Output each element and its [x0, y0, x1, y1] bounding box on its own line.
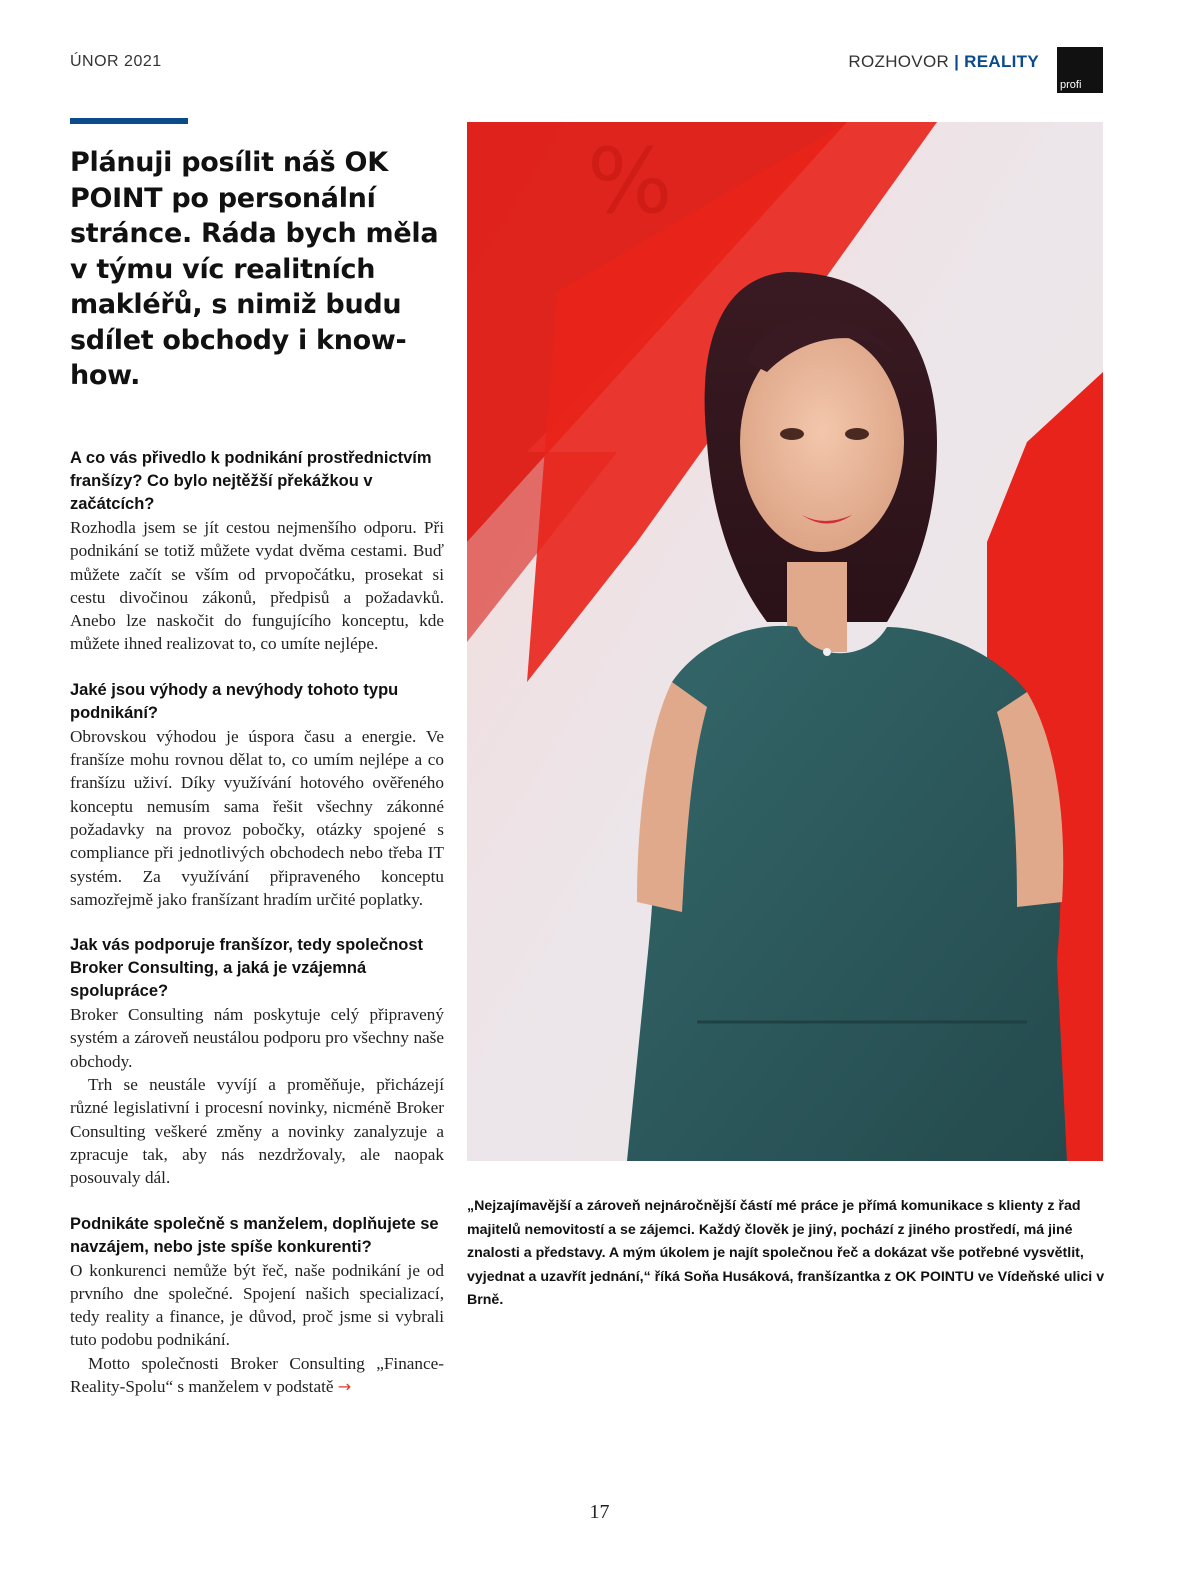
page-number: 17	[589, 1501, 610, 1523]
question-3: Jak vás podporuje franšízor, tedy společnost Broker Consulting, a jaká je vzájemná spolupráce?	[70, 936, 424, 1001]
answer-2: Obrovskou výhodou je úspora času a energie. Ve franšíze mohu rovnou dělat to, co umím nejlépe a co franšízu uživí. Díky využívání hotového ověřeného konceptu nemusím sama řešit všechny zákonné požadavky na provoz pobočky, otázky spojené s compliance při jednotlivých obchodech nebo třeba IT systém. Za využívání připraveného konceptu samozřejmě jako franšízant hradím určité poplatky.	[70, 726, 444, 909]
pull-quote-headline: Plánuji posílit náš OK POINT po personální stránce. Ráda bych měla v týmu víc realitních makléřů, s nimiž budu sdílet obchody i know-how.	[70, 147, 439, 391]
answer-4b	[70, 1352, 444, 1399]
answer-3a: Broker Consulting nám poskytuje celý připravený systém a zároveň neustálou podporu pro všechny naše obchody.	[70, 1005, 444, 1071]
left-eye	[780, 428, 804, 440]
answer-4a: O konkurenci nemůže být řeč, naše podnikání je od prvního dne společné. Spojení našich specializací, tedy reality a finance, je důvod, proč jsme si vybrali tuto podobu podnikání.	[70, 1260, 444, 1350]
section-prefix: ROZHOVOR	[848, 52, 950, 71]
section-separator: |	[954, 52, 960, 71]
interview-column	[70, 447, 444, 1398]
photo-caption: „Nejzajímavější a zároveň nejnáročnější částí mé práce je přímá komunikace s klienty z řad majitelů nemovitostí a se zájemci. Každý člověk je jiný, pochází z jiného prostředí, má jiné znalosti a představy. A mým úkolem je najít společnou řeč a dokázat vše potřebné vysvětlit, vyjednat a uzavřít jednání,“ říká Soňa Husáková, franšízantka z OK POINTU ve Vídeňské ulici v Brně.	[467, 1198, 1105, 1308]
section-label	[848, 52, 1039, 72]
portrait-photo	[467, 122, 1103, 1161]
percent-sign-decor: %	[587, 129, 673, 234]
profi-logo-text: profi	[1060, 79, 1082, 91]
question-1: A co vás přivedlo k podnikání prostřednictvím franšízy? Co bylo nejtěžší překážkou v začátcích?	[70, 449, 432, 513]
answer-4b-text: Motto společnosti Broker Consulting „Finance-Reality-Spolu“ s manželem v podstatě	[70, 1353, 444, 1397]
continue-arrow-icon[interactable]: →	[337, 1377, 352, 1397]
section-name: REALITY	[964, 52, 1039, 71]
portrait-illustration	[467, 122, 1103, 1161]
answer-3b: Trh se neustále vyvíjí a proměňuje, přicházejí různé legislativní i procesní novinky, nicméně Broker Consulting veškeré změny a novinky zanalyzuje a zpracuje tak, aby nás nezdržovaly, ale naopak posouvaly dál.	[70, 1075, 444, 1188]
issue-date: ÚNOR 2021	[70, 53, 162, 70]
question-2: Jaké jsou výhody a nevýhody tohoto typu podnikání?	[70, 680, 399, 722]
right-eye	[845, 428, 869, 440]
accent-bar	[70, 118, 188, 124]
spacer	[70, 656, 444, 679]
spacer	[70, 1190, 444, 1213]
answer-1: Rozhodla jsem se jít cestou nejmenšího odporu. Při podnikání se totiž můžete vydat dvěma cestami. Buď můžete začít se vším od prvopočátku, prosekat si cestu divočinou zákonů, předpisů a požadavků. Anebo lze naskočit do fungujícího konceptu, kde můžete ihned realizovat to, co umíte nejlépe.	[70, 518, 444, 654]
spacer	[70, 911, 444, 934]
necklace-pendant	[823, 648, 831, 656]
profi-logo	[1057, 47, 1103, 93]
question-4: Podnikáte společně s manželem, doplňujete se navzájem, nebo jste spíše konkurenti?	[70, 1214, 439, 1256]
